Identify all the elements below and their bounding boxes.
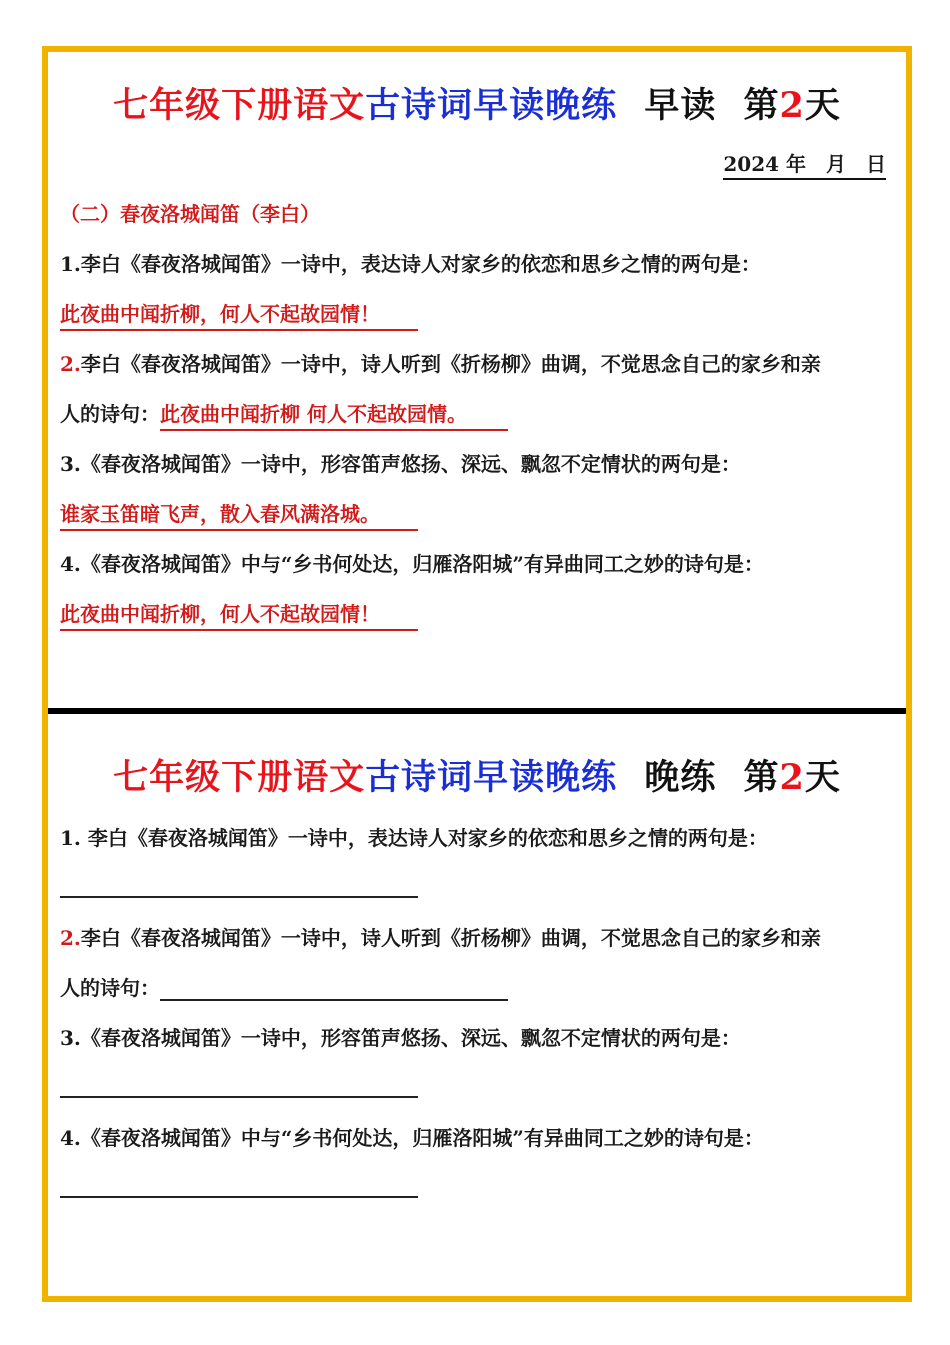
morning-question-1: 1.李白《春夜洛城闻笛》一诗中，表达诗人对家乡的依恋和思乡之情的两句是： <box>60 252 761 276</box>
title-day-num: 2 <box>779 757 805 798</box>
date-field: 2024 年 月 日 <box>723 148 886 180</box>
title-series: 古诗词早读晚练 <box>365 757 618 798</box>
morning-question-2-line1 <box>60 348 821 377</box>
title-day-prefix: 第 <box>743 757 780 798</box>
question-2-text: 李白《春夜洛城闻笛》一诗中，诗人听到《折杨柳》曲调，不觉思念自己的家乡和亲 <box>80 926 821 950</box>
morning-question-3: 3.《春夜洛城闻笛》一诗中，形容笛声悠扬、深远、飘忽不定情状的两句是： <box>60 452 741 476</box>
morning-answer-4: 此夜曲中闻折柳，何人不起故园情！ <box>60 598 418 631</box>
morning-answer-2: 此夜曲中闻折柳 何人不起故园情。 <box>160 398 508 431</box>
title-series: 古诗词早读晚练 <box>365 85 618 126</box>
evening-question-3: 3.《春夜洛城闻笛》一诗中，形容笛声悠扬、深远、飘忽不定情状的两句是： <box>60 1026 741 1050</box>
morning-question-4: 4.《春夜洛城闻笛》中与“乡书何处达，归雁洛阳城”有异曲同工之妙的诗句是： <box>60 552 764 576</box>
worksheet-frame <box>42 46 912 1302</box>
title-mode: 早读 <box>644 85 717 126</box>
section-heading: （二）春夜洛城闻笛（李白） <box>60 202 320 226</box>
evening-question-4: 4.《春夜洛城闻笛》中与“乡书何处达，归雁洛阳城”有异曲同工之妙的诗句是： <box>60 1126 764 1150</box>
question-2-text: 李白《春夜洛城闻笛》一诗中，诗人听到《折杨柳》曲调，不觉思念自己的家乡和亲 <box>80 352 821 376</box>
evening-question-1: 1. 李白《春夜洛城闻笛》一诗中，表达诗人对家乡的依恋和思乡之情的两句是： <box>60 826 768 850</box>
title-day-suffix: 天 <box>804 757 841 798</box>
question-2-text-cont: 人的诗句： <box>60 402 160 426</box>
evening-title <box>48 750 906 800</box>
question-2-number: 2. <box>60 926 81 950</box>
morning-answer-3: 谁家玉笛暗飞声，散入春风满洛城。 <box>60 498 418 531</box>
question-2-number: 2. <box>60 352 81 376</box>
title-day-num: 2 <box>779 85 805 126</box>
section-divider <box>48 708 906 714</box>
evening-question-2-line1 <box>60 922 821 951</box>
title-mode: 晚练 <box>644 757 717 798</box>
title-day-suffix: 天 <box>804 85 841 126</box>
answer-blank-2[interactable] <box>160 979 508 1001</box>
answer-blank-3[interactable] <box>60 1096 418 1098</box>
answer-blank-1[interactable] <box>60 896 418 898</box>
answer-blank-4[interactable] <box>60 1196 418 1198</box>
title-grade: 七年级下册语文 <box>113 85 366 126</box>
title-day-prefix: 第 <box>743 85 780 126</box>
morning-question-2-line2 <box>60 398 508 431</box>
title-grade: 七年级下册语文 <box>113 757 366 798</box>
morning-answer-1: 此夜曲中闻折柳，何人不起故园情！ <box>60 298 418 331</box>
question-2-text-cont: 人的诗句： <box>60 976 160 1000</box>
morning-title <box>48 78 906 128</box>
evening-question-2-line2 <box>60 972 508 1001</box>
